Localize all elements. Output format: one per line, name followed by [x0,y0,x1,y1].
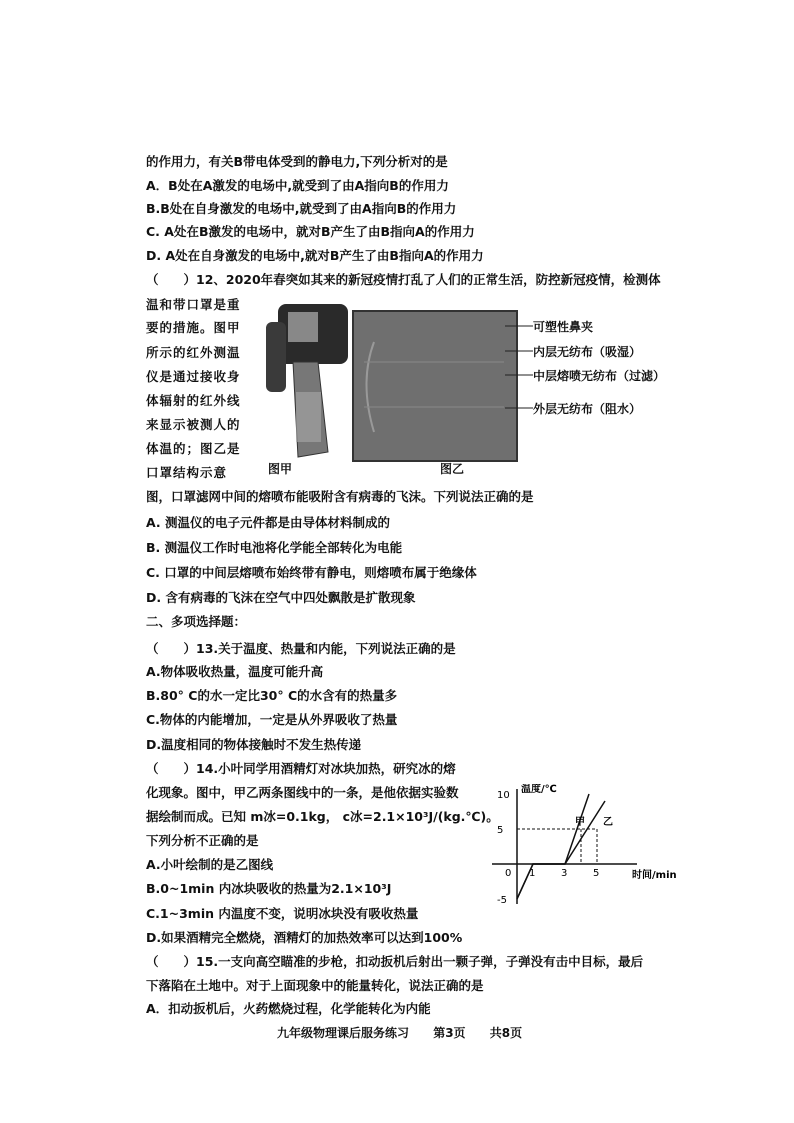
x-tick-label: 1 [529,868,536,879]
fig-a-label: 图甲 [268,462,293,476]
text-line: 据绘制而成。已知 m冰=0.1kg， c冰=2.1×10³J/(kg.℃)。 [146,809,499,824]
text-line: C. 口罩的中间层熔喷布始终带有静电，则熔喷布属于绝缘体 [146,565,477,580]
text-line: 下列分析不正确的是 [146,833,259,848]
text-line: （ ）14.小叶同学用酒精灯对冰块加热，研究冰的熔 [146,761,456,776]
text-line: 温和带口罩是重 [146,297,241,312]
text-line: （ ）12、2020年春突如其来的新冠疫情打乱了人们的正常生活，防控新冠疫情，检测体 [146,272,661,287]
text-line: 仪是通过接收身 [146,369,241,384]
text-line: B.B处在自身激发的电场中,就受到了由A指向B的作用力 [146,201,457,216]
text-line: 的作用力，有关B带电体受到的静电力,下列分析对的是 [146,154,448,169]
text-line: 要的措施。图甲 [146,320,241,335]
series-label: 乙 [603,817,613,828]
y-axis-label: 温度/℃ [521,784,557,795]
text-line: B.80° C的水一定比30° C的水含有的热量多 [146,688,398,703]
footer-total: 共8页 [489,1026,523,1040]
text-line: 图，口罩滤网中间的熔喷布能吸附含有病毒的飞沫。下列说法正确的是 [146,489,534,504]
text-line: 来显示被测人的 [146,417,241,432]
mask-layer-label: 外层无纺布（阻水） [533,402,642,416]
footer-page: 第3页 [433,1026,466,1040]
text-line: （ ）15.一支向高空瞄准的步枪，扣动扳机后射出一颗子弹，子弹没有击中目标，最后 [146,954,644,969]
text-line: 下落陷在土地中。对于上面现象中的能量转化，说法正确的是 [146,978,484,993]
text-line: 二、多项选择题： [146,614,247,629]
text-line: （ ）13.关于温度、热量和内能，下列说法正确的是 [146,641,456,656]
y-tick-label: -5 [497,895,507,906]
text-line: 体辐射的红外线 [146,393,241,408]
page-footer [277,1024,542,1041]
text-line: D. A处在自身激发的电场中,就对B产生了由B指向A的作用力 [146,248,484,263]
x-tick-label: 5 [593,868,600,879]
text-line: C.1~3min 内温度不变，说明冰块没有吸收热量 [146,906,419,921]
text-line: A. 测温仪的电子元件都是由导体材料制成的 [146,515,391,530]
text-line: 体温的；图乙是 [146,441,241,456]
text-line: B. 测温仪工作时电池将化学能全部转化为电能 [146,540,403,555]
x-tick-label: 3 [561,868,568,879]
text-line: 口罩结构示意 [146,465,228,480]
text-line: B.0~1min 内冰块吸收的热量为2.1×10³J [146,881,392,896]
fig-b-label: 图乙 [440,462,465,476]
x-tick-label: 0 [505,868,512,879]
series-line [517,801,605,899]
text-line: 所示的红外测温 [146,345,241,360]
y-tick-label: 10 [497,790,510,801]
mask-layer-label: 中层熔喷无纺布（过滤） [533,369,666,383]
series-line [517,794,589,899]
text-line: C. A处在B激发的电场中，就对B产生了由B指向A的作用力 [146,224,475,239]
mask-structure-image [352,310,518,462]
text-line: C.物体的内能增加，一定是从外界吸收了热量 [146,712,398,727]
text-line: A.小叶绘制的是乙图线 [146,857,274,872]
text-line: 化现象。图中，甲乙两条图线中的一条，是他依据实验数 [146,785,459,800]
mask-pointer-lines [505,318,535,418]
text-line: D. 含有病毒的飞沫在空气中四处飘散是扩散现象 [146,590,416,605]
mask-layer-label: 内层无纺布（吸湿） [533,345,642,359]
text-line: D.温度相同的物体接触时不发生热传递 [146,737,362,752]
y-tick-label: 5 [497,825,504,836]
mask-layer-label: 可塑性鼻夹 [533,320,594,334]
text-line: A．B处在A激发的电场中,就受到了由A指向B的作用力 [146,178,449,193]
text-line: D.如果酒精完全燃烧，酒精灯的加热效率可以达到100% [146,930,463,945]
x-axis-label: 时间/min [632,870,677,881]
text-line: A.物体吸收热量，温度可能升高 [146,664,324,679]
temperature-graph [487,784,687,909]
series-label: 甲 [575,817,585,828]
text-line: A．扣动扳机后，火药燃烧过程，化学能转化为内能 [146,1001,431,1016]
footer-title: 九年级物理课后服务练习 [277,1026,410,1040]
thermometer-image [258,302,350,462]
